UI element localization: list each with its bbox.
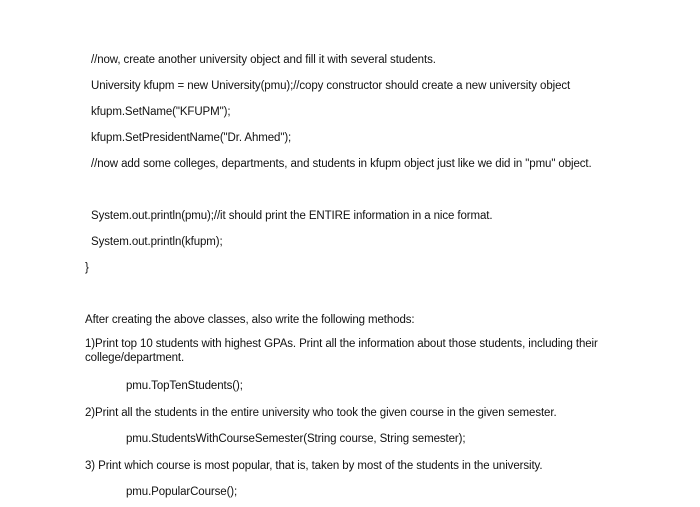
- method-2-description: 2)Print all the students in the entire university who took the given course in the given semester.: [85, 407, 557, 419]
- code-line-print-kfupm: System.out.println(kfupm);: [91, 236, 223, 248]
- code-line-set-president: kfupm.SetPresidentName("Dr. Ahmed");: [91, 132, 292, 144]
- closing-brace: }: [85, 262, 89, 274]
- method-1-description: 1)Print top 10 students with highest GPAs. Print all the information about those students, including their college/department.: [85, 338, 598, 364]
- method-3-code: pmu.PopularCourse();: [126, 486, 238, 498]
- method-1-code: pmu.TopTenStudents();: [126, 380, 243, 392]
- code-comment-add-colleges: //now add some colleges, departments, and students in kfupm object just like we did in "pmu" object.: [91, 158, 592, 170]
- code-line-print-pmu: System.out.println(pmu);//it should print the ENTIRE information in a nice format.: [91, 210, 493, 222]
- instructions-intro: After creating the above classes, also write the following methods:: [85, 314, 415, 326]
- code-comment-create-university: //now, create another university object and fill it with several students.: [91, 54, 436, 66]
- code-line-set-name: kfupm.SetName("KFUPM");: [91, 106, 231, 118]
- code-line-new-university: University kfupm = new University(pmu);//copy constructor should create a new university object: [91, 80, 571, 92]
- method-2-code: pmu.StudentsWithCourseSemester(String course, String semester);: [126, 433, 466, 445]
- method-3-description: 3) Print which course is most popular, that is, taken by most of the students in the university.: [85, 460, 543, 472]
